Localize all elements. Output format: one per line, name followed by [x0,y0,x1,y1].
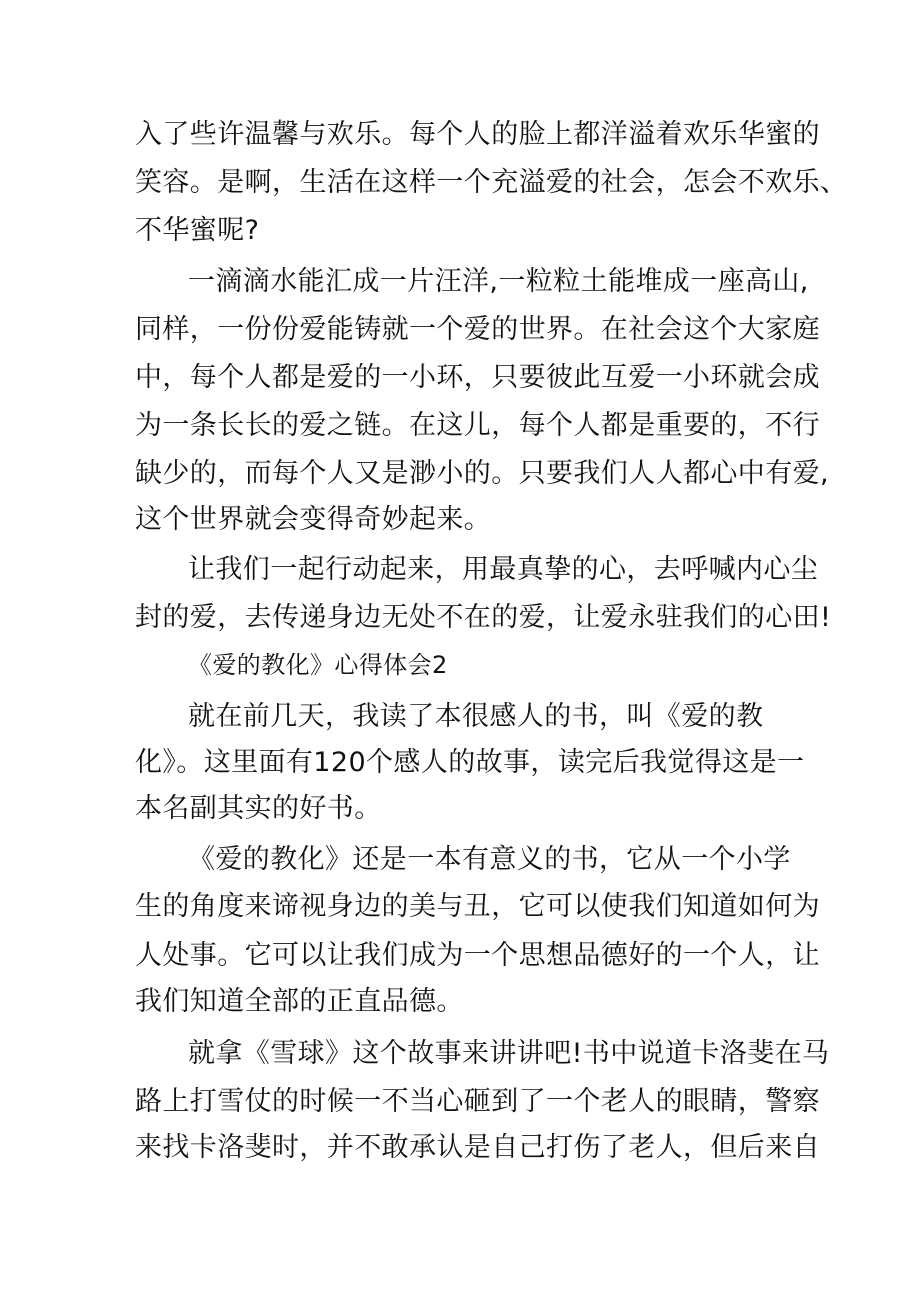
text-line [0,697,920,737]
text-line [0,1034,920,1074]
heading-text: 《爱的教化》心得体会2 [188,651,448,679]
line-text: 人处事。它可以让我们成为一个思想品德好的一个人，让 [135,940,820,971]
line-text: 让我们一起行动起来，用最真挚的心，去呼喊内心尘 [188,554,819,585]
text-line [0,743,920,783]
line-text: 封的爱，去传递身边无处不在的爱，让爱永驻我们的心田! [135,602,832,633]
line-text: 来找卡洛斐时，并不敢承认是自己打伤了老人，但后来自 [135,1132,820,1163]
section-heading [0,645,920,685]
text-line [0,598,920,638]
line-text: 笑容。是啊，生活在这样一个充溢爱的社会，怎会不欢乐、 [135,167,848,198]
line-text: 就拿《雪球》这个故事来讲讲吧!书中说道卡洛斐在马 [188,1038,830,1069]
text-line [0,358,920,398]
line-text: 就在前几天，我读了本很感人的书，叫《爱的教 [188,701,764,732]
line-text: 我们知道全部的正直品德。 [135,986,464,1017]
text-line [0,936,920,976]
line-text: 入了些许温馨与欢乐。每个人的脸上都洋溢着欢乐华蜜的 [135,119,820,150]
text-line [0,163,920,203]
text-line [0,310,920,350]
text-line [0,262,920,302]
text-line [0,887,920,927]
text-line [0,211,920,251]
text-line [0,550,920,590]
text-line [0,115,920,155]
line-text: 生的角度来谛视身边的美与丑，它可以使我们知道如何为 [135,891,820,922]
text-line [0,1082,920,1122]
line-text: 这个世界就会变得奇妙起来。 [135,504,492,535]
line-text: 中，每个人都是爱的一小环，只要彼此互爱一小环就会成 [135,362,820,393]
line-text: 《爱的教化》还是一本有意义的书，它从一个小学 [188,844,791,875]
line-text: 不华蜜呢? [135,215,260,246]
line-text: 化》。这里面有120个感人的故事，读完后我觉得这是一 [135,747,805,778]
line-text: 为一条长长的爱之链。在这儿，每个人都是重要的，不行 [135,410,820,441]
line-text: 路上打雪仗的时候一不当心砸到了一个老人的眼睛，警察 [135,1086,820,1117]
line-text: 同样，一份份爱能铸就一个爱的世界。在社会这个大家庭 [135,314,820,345]
line-text: 缺少的，而每个人又是渺小的。只要我们人人都心中有爱, [135,458,829,489]
line-text: 本名副其实的好书。 [135,793,382,824]
text-line [0,982,920,1022]
text-line [0,789,920,829]
text-line [0,840,920,880]
text-line [0,454,920,494]
line-text: 一滴滴水能汇成一片汪洋,一粒粒土能堆成一座高山, [188,266,809,297]
text-line [0,406,920,446]
text-line [0,500,920,540]
text-line [0,1128,920,1168]
